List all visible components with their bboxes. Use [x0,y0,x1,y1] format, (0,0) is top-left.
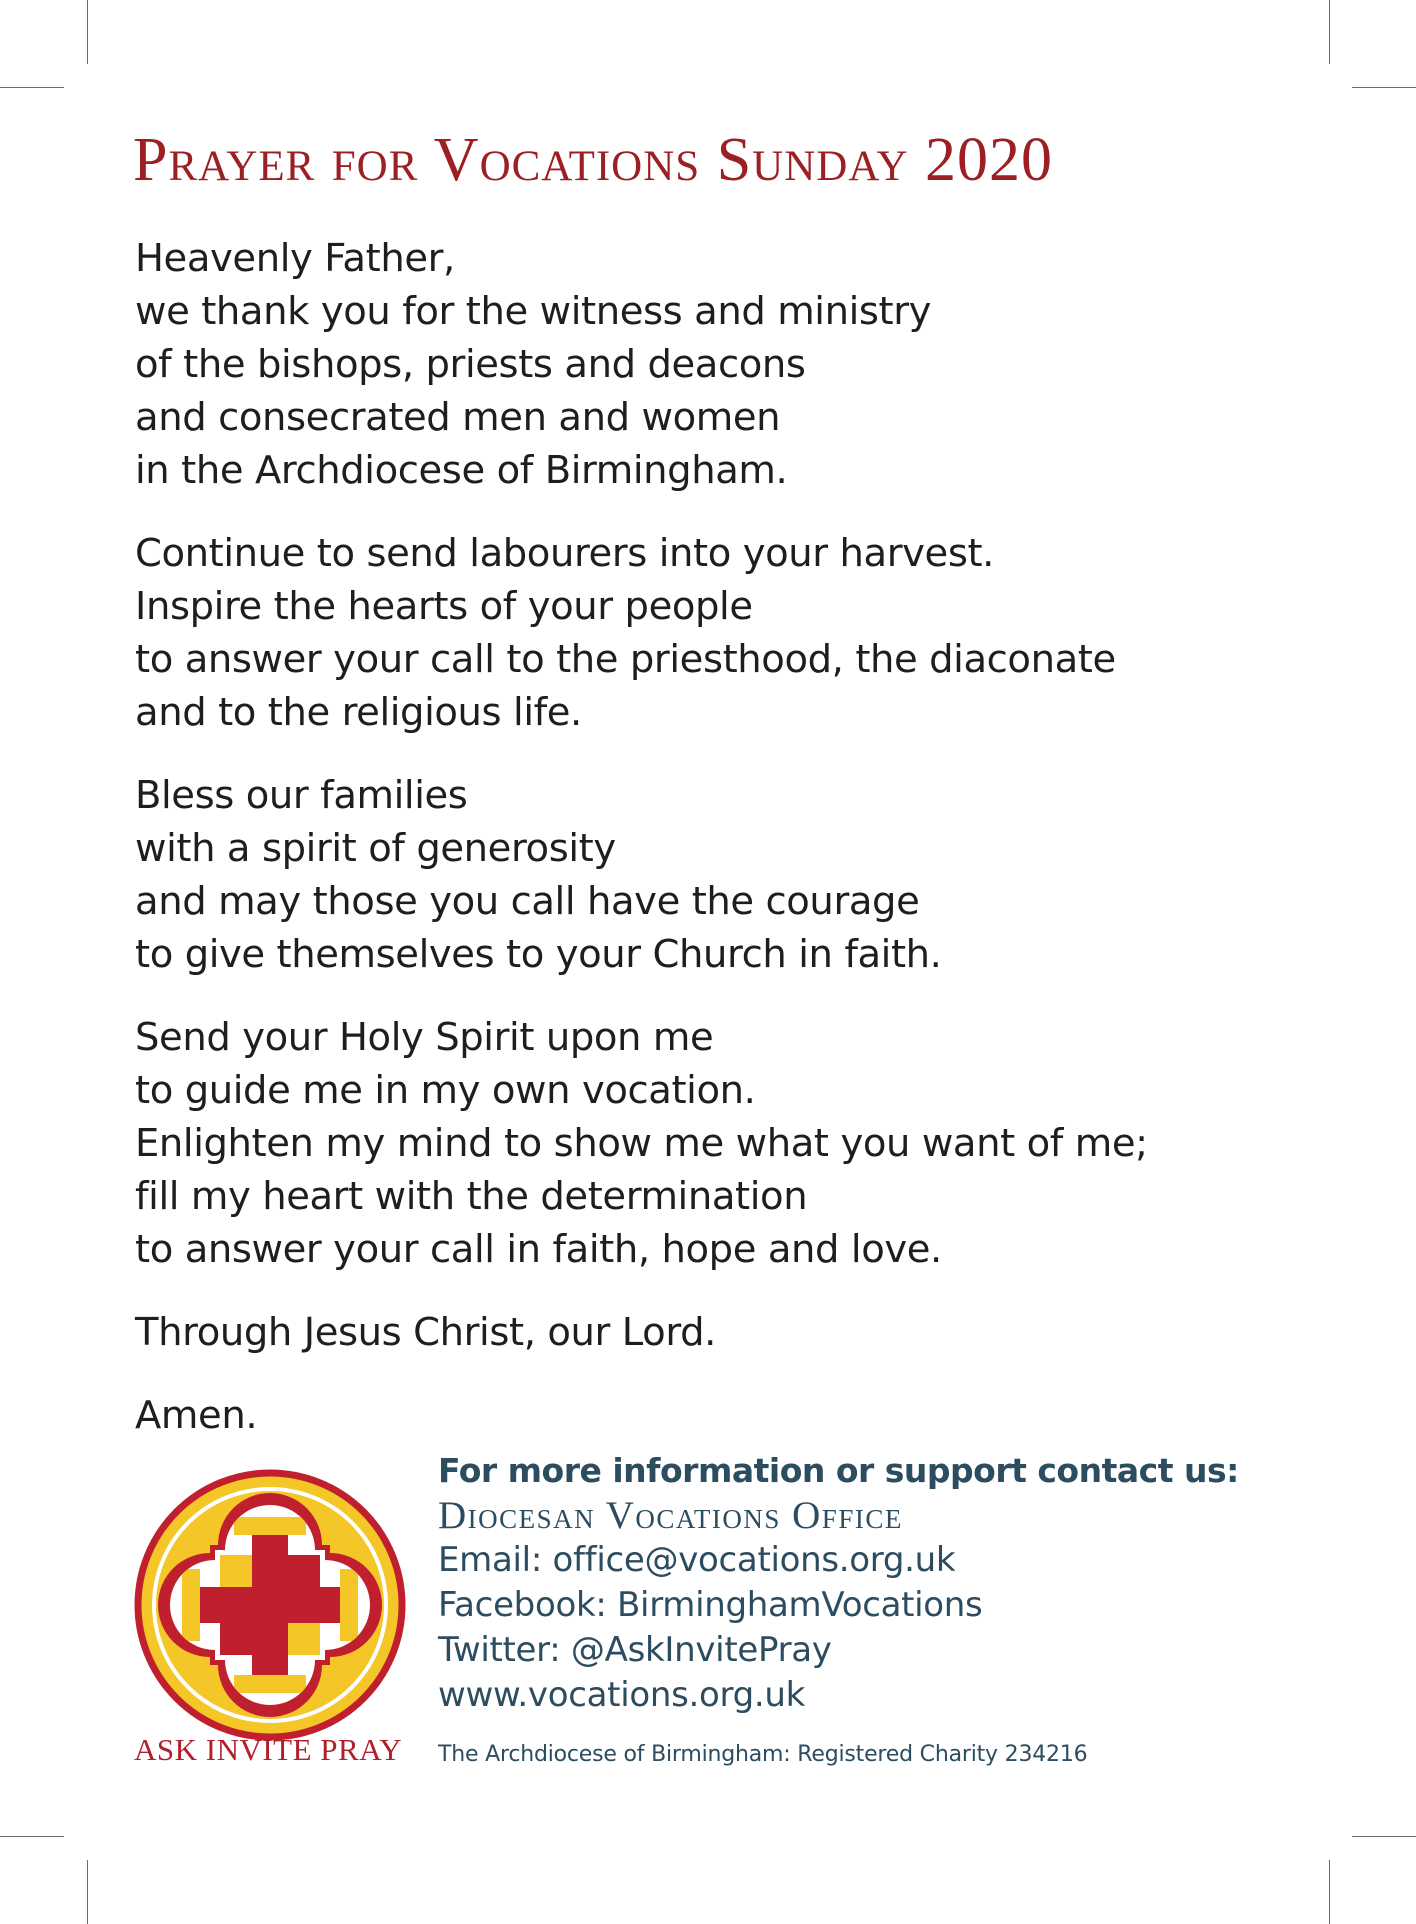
prayer-stanza [135,1011,1355,1276]
contact-block [438,1448,1338,1767]
prayer-line: with a spirit of generosity [135,826,616,871]
prayer-line: and consecrated men and women [135,395,781,440]
website-link[interactable]: www.vocations.org.uk [438,1675,806,1715]
crop-mark [1352,87,1416,88]
prayer-line: to answer your call in faith, hope and love. [135,1227,942,1272]
prayer-stanza [135,1389,1355,1442]
jerusalem-cross-icon [130,1455,410,1755]
prayer-text [135,232,1355,1472]
twitter-link[interactable]: Twitter: @AskInvitePray [438,1630,832,1670]
contact-heading: For more information or support contact us: [438,1451,1239,1490]
prayer-line: Bless our families [135,773,468,818]
prayer-line: of the bishops, priests and deacons [135,342,806,387]
email-link[interactable]: Email: office@vocations.org.uk [438,1540,956,1580]
prayer-line: Continue to send labourers into your harvest. [135,531,995,576]
prayer-line: fill my heart with the determination [135,1174,808,1219]
crop-mark [1352,1836,1416,1837]
prayer-line: Send your Holy Spirit upon me [135,1015,714,1060]
facebook-link[interactable]: Facebook: BirminghamVocations [438,1585,983,1625]
prayer-line: to answer your call to the priesthood, the diaconate [135,637,1116,682]
prayer-stanza [135,527,1355,739]
prayer-line: Amen. [135,1393,258,1438]
prayer-line: Inspire the hearts of your people [135,584,753,629]
prayer-stanza [135,232,1355,497]
prayer-line: in the Archdiocese of Birmingham. [135,448,788,493]
prayer-stanza [135,769,1355,981]
prayer-line: and to the religious life. [135,690,582,735]
prayer-line: Heavenly Father, [135,236,455,281]
logo-text: ASK INVITE PRAY [134,1732,403,1767]
prayer-line: and may those you call have the courage [135,879,920,924]
prayer-line: to guide me in my own vocation. [135,1068,756,1113]
prayer-line: we thank you for the witness and ministry [135,289,932,334]
crop-mark [1329,0,1330,64]
prayer-line: to give themselves to your Church in faith. [135,932,942,977]
prayer-line: Enlighten my mind to show me what you want of me; [135,1121,1148,1166]
crop-mark [87,0,88,64]
prayer-line: Through Jesus Christ, our Lord. [135,1310,716,1355]
page-title: Prayer for Vocations Sunday 2020 [133,126,1053,194]
office-name: Diocesan Vocations Office [438,1494,903,1537]
crop-mark [1329,1860,1330,1924]
prayer-stanza [135,1306,1355,1359]
crop-mark [87,1860,88,1924]
crop-mark [0,1836,64,1837]
crop-mark [0,87,64,88]
charity-note: The Archdiocese of Birmingham: Registered Charity 234216 [438,1742,1088,1767]
